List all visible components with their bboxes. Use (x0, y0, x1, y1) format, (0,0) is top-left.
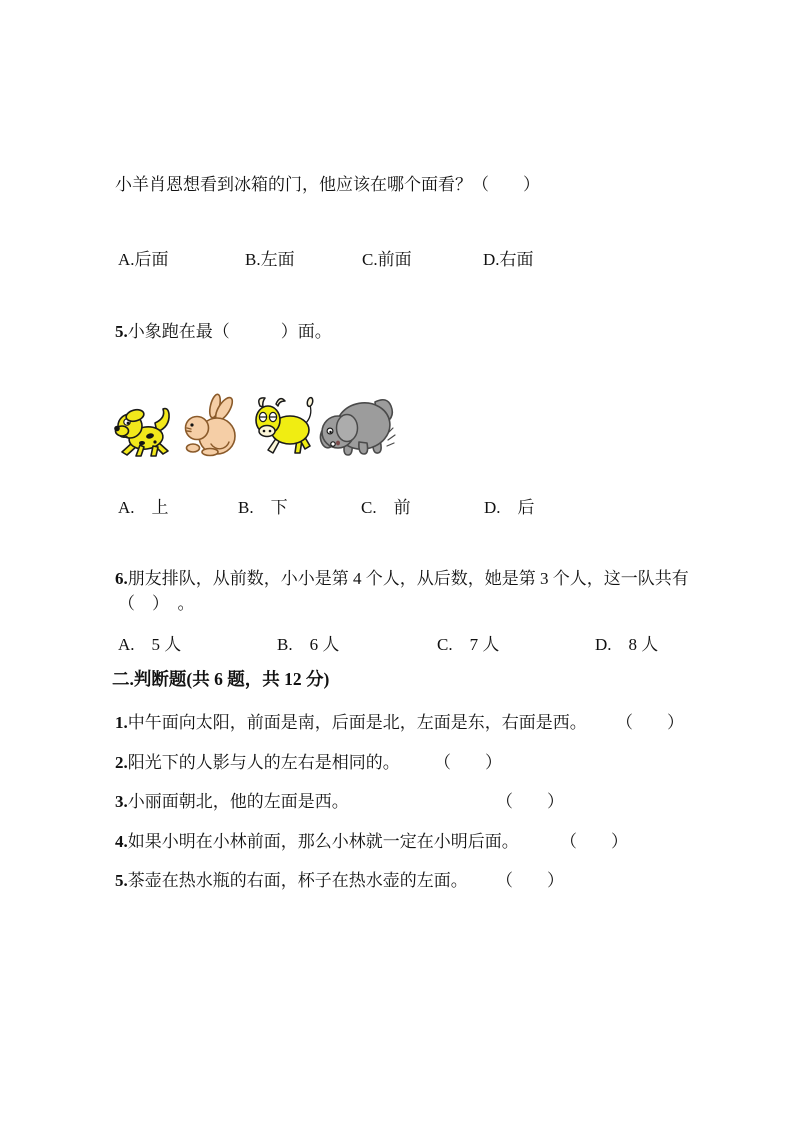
judge-text: 中午面向太阳，前面是南，后面是北，左面是东，右面是西。 (127, 713, 587, 732)
question-number: 5. (115, 871, 128, 890)
judge-item (115, 870, 794, 894)
section-header-judge: 二.判断题(共 6 题，共 12 分) (112, 669, 330, 689)
question-5-options (0, 497, 794, 521)
answer-blank: （ ） (560, 832, 628, 851)
question-4-options (0, 249, 794, 273)
option-a: A. 上 (118, 498, 169, 517)
option-b: B. 下 (238, 498, 288, 517)
option-c: C.前面 (362, 250, 412, 269)
question-6-text-line2: （ ） 。 (118, 594, 195, 613)
question-number: 6. (115, 569, 128, 588)
question-number: 5. (115, 322, 128, 341)
answer-blank: （ ） (496, 871, 564, 890)
option-a: A. 5 人 (118, 635, 182, 654)
dog-icon (113, 392, 175, 458)
question-number: 1. (115, 713, 128, 732)
judge-item (115, 712, 794, 736)
judge-text: 茶壶在热水瓶的右面，杯子在热水壶的左面。 (127, 871, 468, 890)
option-b: B. 6 人 (277, 635, 340, 654)
question-number: 3. (115, 792, 128, 811)
judge-text: 如果小明在小林前面，那么小林就一定在小明后面。 (127, 832, 519, 851)
question-body: 小象跑在最（ ）面。 (127, 322, 332, 341)
answer-blank: （ ） (616, 713, 684, 732)
judge-text: 阳光下的人影与人的左右是相同的。 (127, 753, 400, 772)
judge-item (115, 752, 794, 776)
option-c: C. 7 人 (437, 635, 500, 654)
option-d: D. 8 人 (595, 635, 659, 654)
question-number: 4. (115, 832, 128, 851)
answer-blank: （ ） (434, 753, 502, 772)
option-a: A.后面 (118, 250, 169, 269)
elephant-icon (317, 390, 397, 458)
option-d: D. 后 (484, 498, 535, 517)
judge-text: 小丽面朝北，他的左面是西。 (127, 792, 349, 811)
running-animals-illustration (113, 390, 397, 458)
option-d: D.右面 (483, 250, 534, 269)
question-body: 朋友排队，从前数，小小是第 4 个人，从后数，她是第 3 个人，这一队共有 (127, 569, 689, 588)
judge-item (115, 791, 794, 815)
question-6-text-line1 (115, 568, 689, 589)
option-b: B.左面 (245, 250, 295, 269)
option-c: C. 前 (361, 498, 411, 517)
rabbit-icon (177, 392, 247, 458)
question-number: 2. (115, 753, 128, 772)
question-4-text: 小羊肖恩想看到冰箱的门，他应该在哪个面看？（ ） (115, 175, 540, 194)
question-6-options (0, 634, 794, 658)
question-5-text (115, 321, 332, 342)
ox-icon (249, 392, 315, 458)
judge-item (115, 831, 794, 855)
answer-blank: （ ） (496, 792, 564, 811)
